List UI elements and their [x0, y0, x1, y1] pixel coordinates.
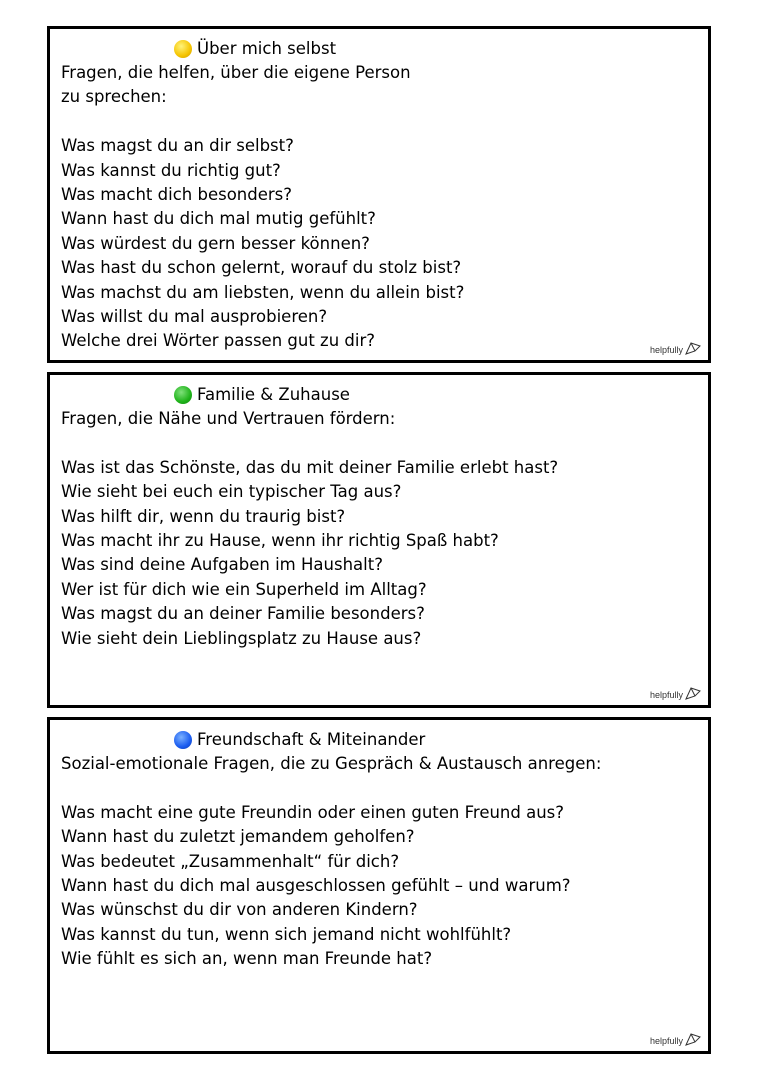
brand-logo	[650, 686, 702, 700]
brand-text: helpfully	[649, 1036, 683, 1046]
question-item: Was macht eine gute Freundin oder einen guten Freund aus?	[61, 802, 565, 822]
question-item: Was kannst du tun, wenn sich jemand nicht wohlfühlt?	[61, 924, 512, 944]
question-item: Was magst du an deiner Familie besonders?	[61, 604, 425, 624]
question-item: Was hilft dir, wenn du traurig bist?	[61, 506, 346, 526]
flag-icon	[684, 1032, 702, 1046]
question-item: Was kannst du richtig gut?	[61, 160, 281, 180]
brand-logo	[650, 341, 702, 355]
card-title-text: Über mich selbst	[197, 39, 337, 58]
card-content	[61, 61, 698, 354]
blue-circle-icon	[174, 731, 192, 749]
question-card-friendship	[47, 717, 711, 1054]
card-subtitle: Fragen, die Nähe und Vertrauen fördern:	[61, 409, 396, 428]
question-item: Was magst du an dir selbst?	[61, 136, 294, 156]
question-item: Was würdest du gern besser können?	[61, 233, 370, 253]
question-item: Welche drei Wörter passen gut zu dir?	[61, 331, 375, 351]
card-title	[174, 728, 425, 752]
question-item: Was hast du schon gelernt, worauf du stolz bist?	[61, 258, 462, 278]
question-item: Was bedeutet „Zusammenhalt“ für dich?	[61, 851, 400, 871]
question-item: Wer ist für dich wie ein Superheld im Alltag?	[61, 579, 427, 599]
flag-icon	[684, 686, 702, 700]
card-title	[174, 383, 350, 407]
brand-logo	[650, 1032, 702, 1046]
question-item: Wann hast du zuletzt jemandem geholfen?	[61, 827, 415, 847]
question-item: Wie sieht dein Lieblingsplatz zu Hause aus?	[61, 628, 422, 648]
question-item: Wann hast du dich mal ausgeschlossen gefühlt – und warum?	[61, 876, 571, 896]
card-title-text: Freundschaft & Miteinander	[197, 730, 426, 749]
question-card-family	[47, 372, 711, 708]
question-card-about-me	[47, 26, 711, 363]
question-item: Was macht dich besonders?	[61, 185, 293, 205]
question-list	[61, 801, 698, 972]
question-item: Wann hast du dich mal mutig gefühlt?	[61, 209, 376, 229]
card-subtitle: Fragen, die helfen, über die eigene Person zu sprechen:	[61, 63, 411, 107]
question-item: Was wünschst du dir von anderen Kindern?	[61, 900, 418, 920]
question-item: Was macht ihr zu Hause, wenn ihr richtig Spaß habt?	[61, 531, 499, 551]
question-list	[61, 456, 698, 651]
brand-text: helpfully	[649, 345, 683, 355]
green-circle-icon	[174, 386, 192, 404]
card-content	[61, 752, 698, 972]
brand-text: helpfully	[649, 690, 683, 700]
card-subtitle: Sozial-emotionale Fragen, die zu Gespräch & Austausch anregen:	[61, 754, 602, 773]
question-item: Wie fühlt es sich an, wenn man Freunde hat?	[61, 949, 433, 969]
question-item: Was ist das Schönste, das du mit deiner Familie erlebt hast?	[61, 457, 559, 477]
question-item: Wie sieht bei euch ein typischer Tag aus?	[61, 482, 402, 502]
yellow-circle-icon	[174, 40, 192, 58]
question-item: Was machst du am liebsten, wenn du allein bist?	[61, 282, 465, 302]
question-item: Was willst du mal ausprobieren?	[61, 307, 328, 327]
question-item: Was sind deine Aufgaben im Haushalt?	[61, 555, 383, 575]
card-title-text: Familie & Zuhause	[197, 385, 350, 404]
card-content	[61, 407, 698, 651]
card-title	[174, 37, 336, 61]
flag-icon	[684, 341, 702, 355]
question-list	[61, 134, 698, 354]
